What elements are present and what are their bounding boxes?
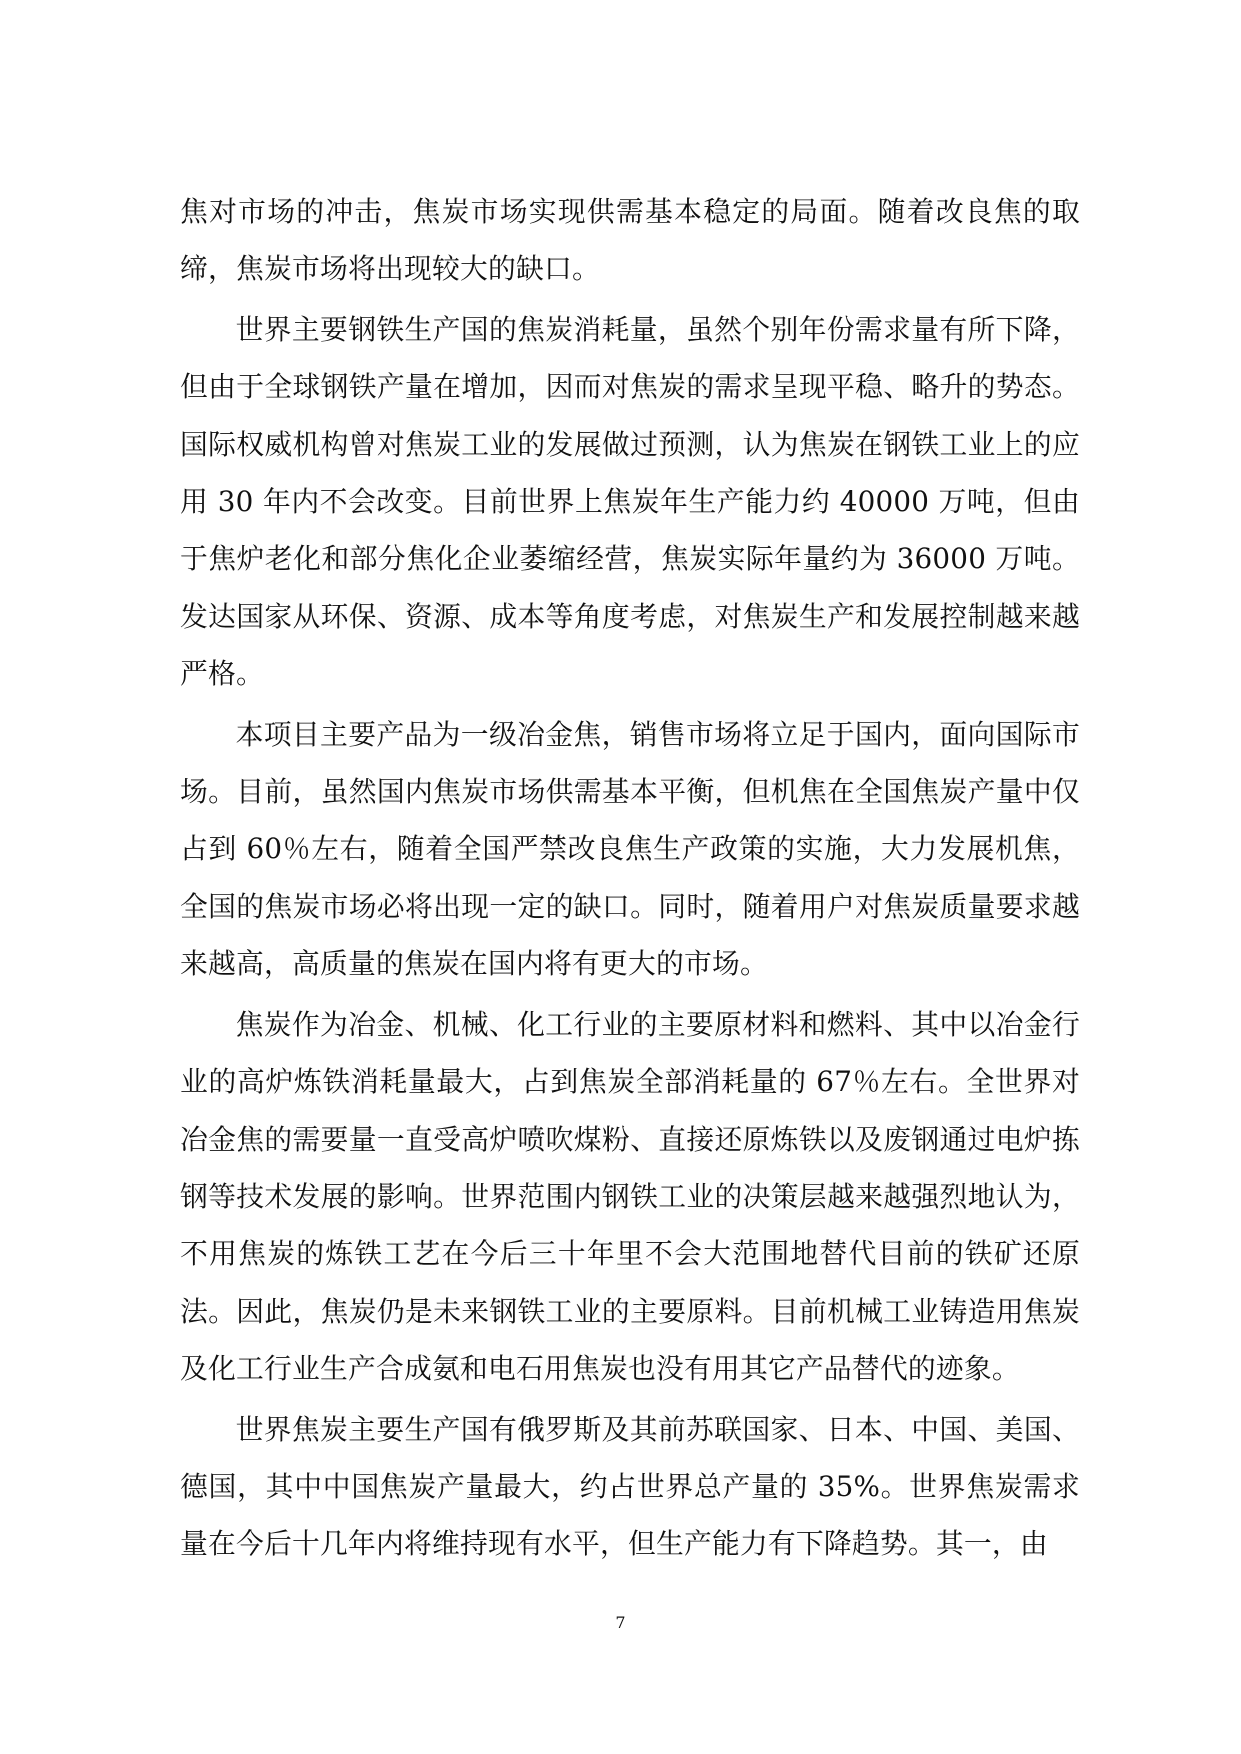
page-number: 7 [615,1613,626,1632]
paragraph-world-coke-consumption: 世界主要钢铁生产国的焦炭消耗量，虽然个别年份需求量有所下降，但由于全球钢铁产量在增加，因而对焦炭的需求呈现平稳、略升的势态。国际权威机构曾对焦炭工业的发展做过预测，认为焦炭在钢铁工业上的应用 30 年内不会改变。目前世界上焦炭年生产能力约 40000 万吨，但由于焦炉老化和部分焦化企业萎缩经营，焦炭实际年量约为 36000 万吨。发达国家从环保、资源、成本等角度考虑，对焦炭生产和发展控制越来越严格。 [180,312,1080,691]
paragraph-continuation: 焦对市场的冲击，焦炭市场实现供需基本稳定的局面。随着改良焦的取缔，焦炭市场将出现较大的缺口。 [180,195,1080,286]
paragraph-project-market: 本项目主要产品为一级冶金焦，销售市场将立足于国内，面向国际市场。目前，虽然国内焦炭市场供需基本平衡，但机焦在全国焦炭产量中仅占到 60％左右，随着全国严禁改良焦生产政策的实施，大力发展机焦，全国的焦炭市场必将出现一定的缺口。同时，随着用户对焦炭质量要求越来越高，高质量的焦炭在国内将有更大的市场。 [180,717,1080,981]
paragraph-major-producers: 世界焦炭主要生产国有俄罗斯及其前苏联国家、日本、中国、美国、德国，其中中国焦炭产量最大，约占世界总产量的 35%。世界焦炭需求量在今后十几年内将维持现有水平，但生产能力有下降趋势。其一，由 [180,1412,1080,1561]
paragraph-coke-usage: 焦炭作为冶金、机械、化工行业的主要原材料和燃料、其中以冶金行业的高炉炼铁消耗量最大，占到焦炭全部消耗量的 67％左右。全世界对冶金焦的需要量一直受高炉喷吹煤粉、直接还原炼铁以及废钢通过电炉拣钢等技术发展的影响。世界范围内钢铁工业的决策层越来越强烈地认为，不用焦炭的炼铁工艺在今后三十年里不会大范围地替代目前的铁矿还原法。因此，焦炭仍是未来钢铁工业的主要原料。目前机械工业铸造用焦炭及化工行业生产合成氨和电石用焦炭也没有用其它产品替代的迹象。 [180,1007,1080,1386]
document-body [180,183,1080,1576]
